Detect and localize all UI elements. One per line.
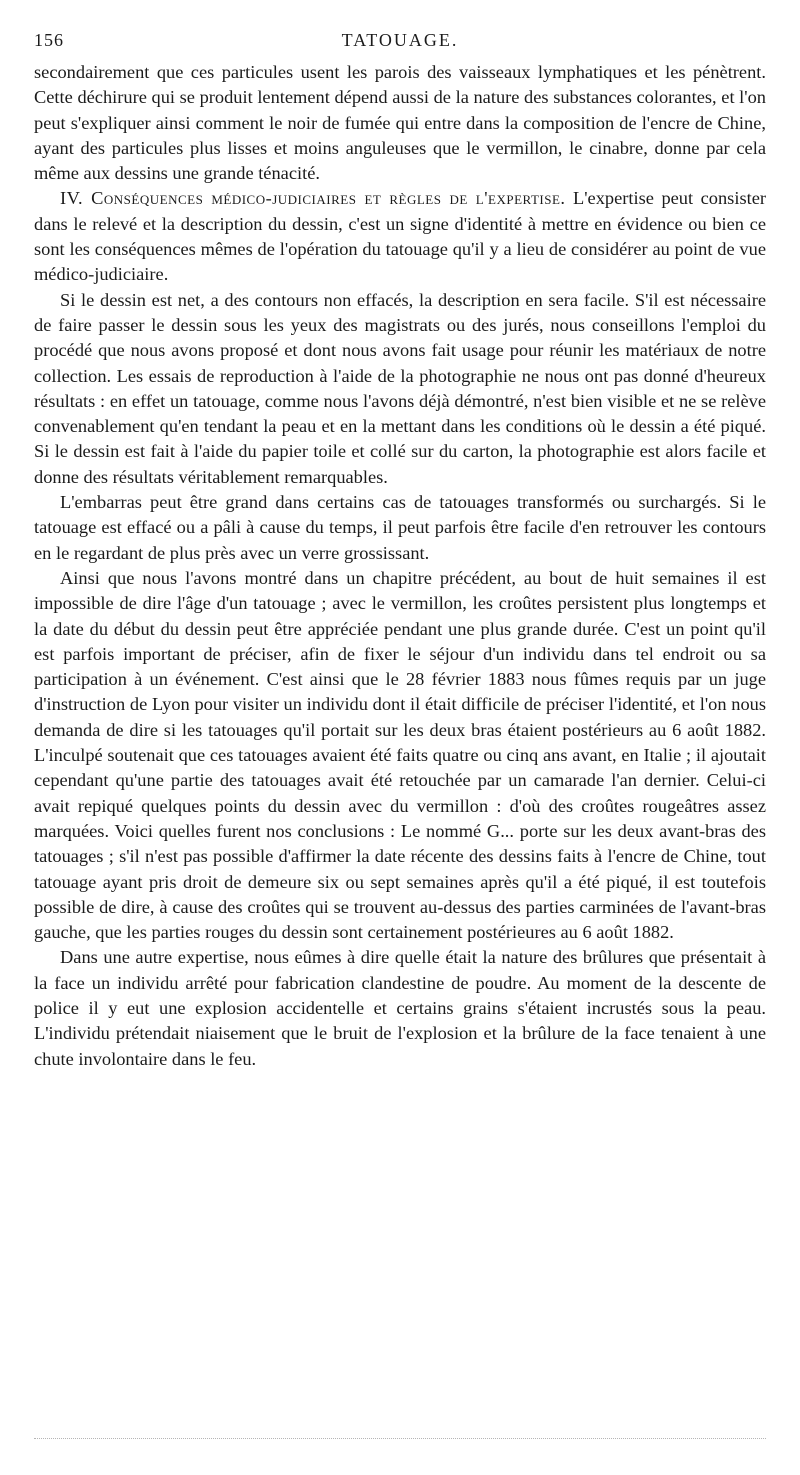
running-title: TATOUAGE. <box>341 30 459 50</box>
paragraph-1: secondairement que ces particules usent les parois des vaisseaux lymphatiques et les pénètrent. Cette déchirure qui se produit lentement dépend aussi de la nature des substances colorantes, et l'on peut s'expliquer ainsi comment le noir de fumée qui entre dans la composition de l'encre de Chine, ayant des particules plus lisses et moins anguleuses que le vermillon, le cinabre, donne par cela même aux dessins une grande ténacité. <box>34 62 766 184</box>
page-number: 156 <box>34 30 64 50</box>
section-heading: IV. Conséquences médico-judiciaires et règles de l'expertise. <box>60 188 566 209</box>
body-text <box>34 60 766 1072</box>
book-page <box>34 30 766 1072</box>
paragraph-2 <box>34 186 766 287</box>
paragraph-4: L'embarras peut être grand dans certains cas de tatouages transformés ou surchargés. Si le tatouage est effacé ou a pâli à cause du temps, il peut parfois être facile d'en retrouver les contours en le regardant de plus près avec un verre grossissant. <box>34 492 766 563</box>
paragraph-5: Ainsi que nous l'avons montré dans un chapitre précédent, au bout de huit semaines il est impossible de dire l'âge d'un tatouage ; avec le vermillon, les croûtes persistent plus longtemps et la date du début du dessin peut être appréciée pendant une plus grande durée. C'est un point qu'il est parfois important de préciser, afin de fixer le séjour d'un individu dans tel endroit ou sa participation à un événement. C'est ainsi que le 28 février 1883 nous fûmes requis par un juge d'instruction de Lyon pour visiter un individu dont il était difficile de préciser l'identité, et l'on nous demanda de dire si les tatouages qu'il portait sur les deux bras étaient postérieurs au 6 août 1882. L'inculpé soutenait que ces tatouages avaient été faits quatre ou cinq ans avant, en Italie ; il ajoutait cependant qu'une partie des tatouages avait été retouchée par un camarade l'an dernier. Celui-ci avait repiqué quelques points du dessin avec du vermillon : d'où des croûtes rougeâtres assez marquées. Voici quelles furent nos conclusions : Le nommé G... porte sur les deux avant-bras des tatouages ; s'il n'est pas possible d'affirmer la date récente des dessins faits à l'encre de Chine, tout tatouage ayant pris droit de demeure six ou sept semaines après qu'il a été piqué, il est toutefois possible de dire, à cause des croûtes qui se trouvent au-dessus des parties carminées de l'avant-bras gauche, que les parties rouges du dessin sont certainement postérieures au 6 août 1882. <box>34 567 766 943</box>
paragraph-6: Dans une autre expertise, nous eûmes à dire quelle était la nature des brûlures que présentait à la face un individu arrêté pour fabrication clandestine de poudre. Au moment de la descente de police il y eut une explosion accidentelle et certains grains s'étaient incrustés sous la peau. L'individu prétendait niaisement que le bruit de l'explosion et la brûlure de la face tenaient à une chute involontaire dans le feu. <box>34 947 766 1069</box>
running-head <box>34 30 766 60</box>
footer-dotted-rule <box>34 1438 766 1439</box>
paragraph-2-text: L'expertise peut consister dans le relevé et la description du dessin, c'est un signe d'identité à mettre en évidence ou bien ce sont les conséquences mêmes de l'opération du tatouage qu'il y a lieu de considérer au point de vue médico-judiciaire. <box>34 188 766 285</box>
paragraph-3: Si le dessin est net, a des contours non effacés, la description en sera facile. S'il est nécessaire de faire passer le dessin sous les yeux des magistrats ou des jurés, nous conseillons l'emploi du procédé que nous avons proposé et dont nous avons fait usage pour réunir les matériaux de notre collection. Les essais de reproduction à l'aide de la photographie ne nous ont pas donné d'heureux résultats : en effet un tatouage, comme nous l'avons déjà démontré, n'est bien visible et ne se relève convenablement qu'en tendant la peau et en la mettant dans les conditions où le dessin a été piqué. Si le dessin est fait à l'aide du papier toile et collé sur du carton, la photographie est alors facile et donne des résultats véritablement remarquables. <box>34 289 766 487</box>
